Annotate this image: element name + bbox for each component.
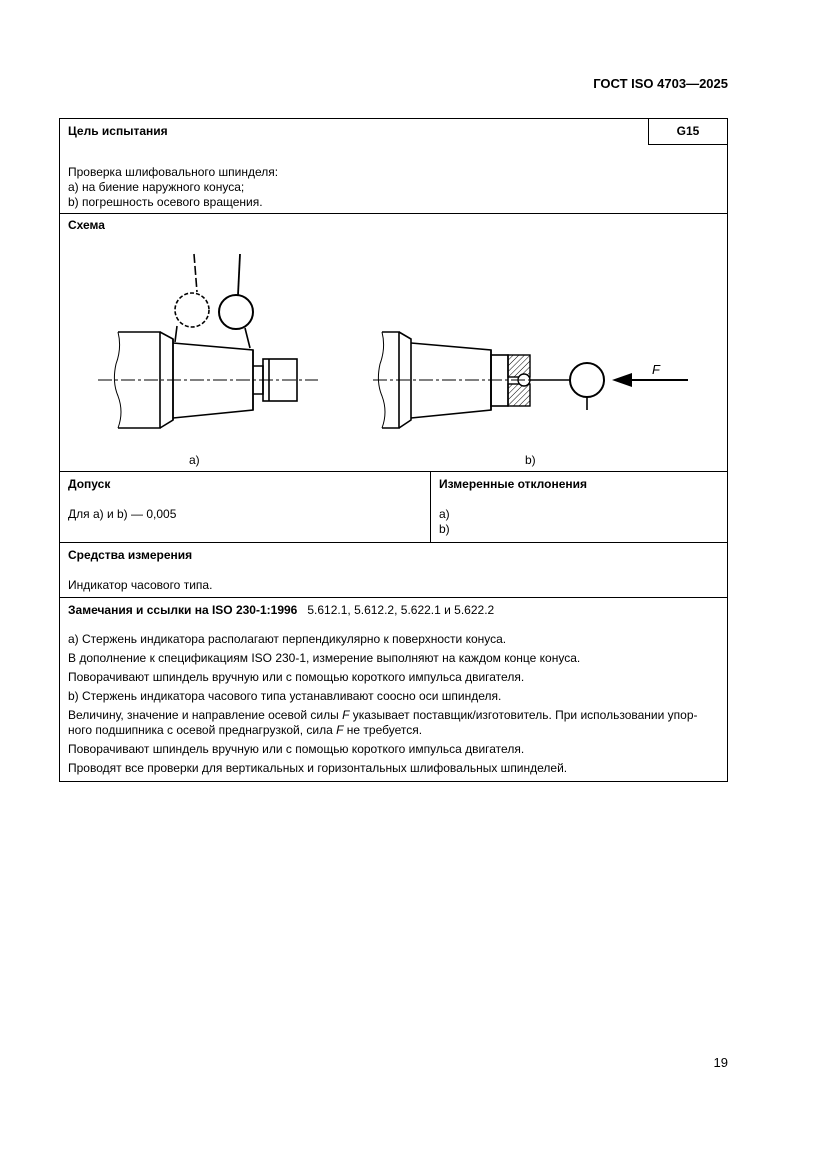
note-item: b) Стержень индикатора часового типа устанавливают соосно оси шпинделя. [68,689,502,703]
note-text: ного подшипника с осевой преднагрузкой, сила [68,723,337,737]
test-code: G15 [648,119,727,145]
purpose-line: b) погрешность осевого вращения. [68,195,263,209]
purpose-row [60,119,727,214]
note-text: указывает поставщик/изготовитель. При использовании упор- [349,708,698,722]
note-item: Поворачивают шпиндель вручную или с помощью короткого импульса двигателя. [68,742,525,756]
tolerance-title: Допуск [68,477,111,491]
notes-title: Замечания и ссылки на ISO 230-1:1996 [68,603,298,617]
purpose-body [68,165,278,210]
standard-header: ГОСТ ISO 4703—2025 [593,76,728,91]
notes-heading [68,603,494,617]
deviation-b: b) [439,522,450,536]
scheme-row [60,214,727,472]
scheme-title: Схема [68,218,105,232]
page-number: 19 [713,1055,728,1070]
scheme-diagram [60,214,727,471]
force-label: F [652,362,660,377]
note-item: Проводят все проверки для вертикальных и горизонтальных шлифовальных шпинделей. [68,761,568,775]
force-arrow-icon [612,373,688,387]
deviations-values [439,507,450,537]
tolerance-row [60,472,727,543]
note-item: В дополнение к спецификациям ISO 230-1, измерение выполняют на каждом конце конуса. [68,651,581,665]
purpose-line: a) на биение наружного конуса; [68,180,245,194]
purpose-title: Цель испытания [68,124,168,138]
notes-row [60,598,727,781]
deviation-a: a) [439,507,450,521]
note-text: Величину, значение и направление осевой силы [68,708,343,722]
note-item: a) Стержень индикатора располагают перпендикулярно к поверхности конуса. [68,632,507,646]
caption-b: b) [525,453,536,467]
tools-title: Средства измерения [68,548,193,562]
tools-row [60,543,727,598]
force-symbol: F [342,708,350,722]
caption-a: a) [189,453,200,467]
note-item: Поворачивают шпиндель вручную или с помощью короткого импульса двигателя. [68,670,525,684]
figure-b-indicator [570,363,604,410]
column-divider [430,472,431,542]
note-item-force [68,708,720,738]
tolerance-value: Для a) и b) — 0,005 [68,507,177,521]
notes-refs: 5.612.1, 5.612.2, 5.622.1 и 5.622.2 [307,603,495,617]
note-text: не требуется. [343,723,423,737]
force-symbol: F [336,723,344,737]
notes-list [68,628,720,776]
test-sheet-table [59,118,728,782]
tools-value: Индикатор часового типа. [68,578,213,592]
deviations-title: Измеренные отклонения [439,477,588,491]
purpose-line: Проверка шлифовального шпинделя: [68,165,279,179]
figure-a-indicators [175,254,253,348]
